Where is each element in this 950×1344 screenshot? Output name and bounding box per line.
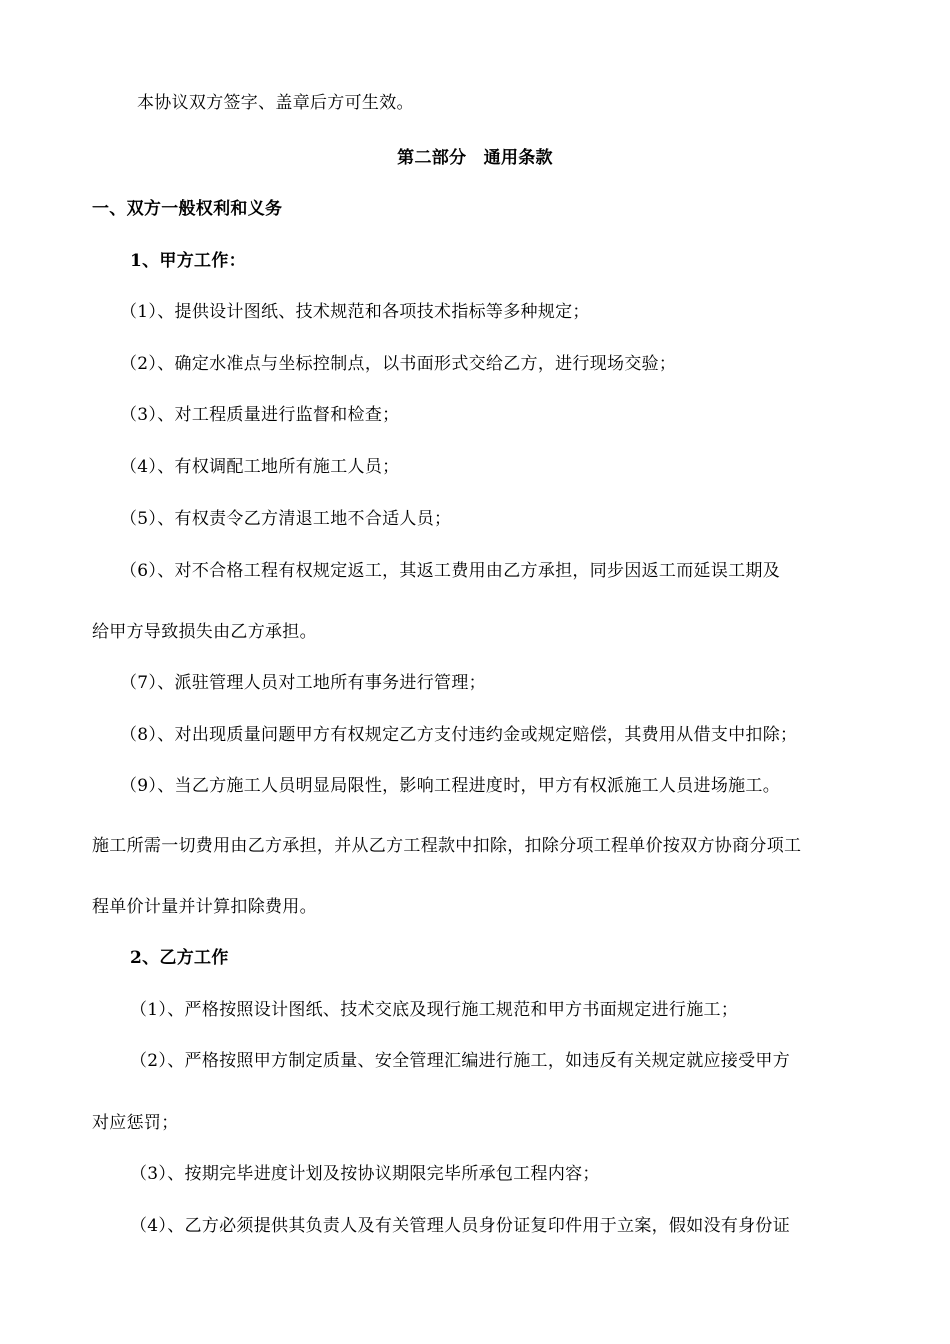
party-a-item-9-line-1: （9）、当乙方施工人员明显局限性，影响工程进度时，甲方有权派施工人员进场施工。 — [120, 776, 781, 796]
intro-paragraph: 本协议双方签字、盖章后方可生效。 — [137, 93, 414, 113]
party-a-item-6-line-2: 给甲方导致损失由乙方承担。 — [92, 622, 317, 642]
party-a-item-1: （1）、提供设计图纸、技术规范和各项技术指标等多种规定； — [120, 302, 590, 322]
party-b-item-3: （3）、按期完毕进度计划及按协议期限完毕所承包工程内容； — [130, 1164, 600, 1184]
party-b-heading: 2、乙方工作 — [130, 948, 229, 968]
section-heading: 一、双方一般权利和义务 — [92, 199, 283, 219]
party-a-item-8: （8）、对出现质量问题甲方有权规定乙方支付违约金或规定赔偿，其费用从借支中扣除； — [120, 725, 798, 745]
party-b-item-1: （1）、严格按照设计图纸、技术交底及现行施工规范和甲方书面规定进行施工； — [130, 1000, 739, 1020]
party-a-item-6-line-1: （6）、对不合格工程有权规定返工，其返工费用由乙方承担，同步因返工而延误工期及 — [120, 561, 781, 581]
party-a-item-9-line-2: 施工所需一切费用由乙方承担，并从乙方工程款中扣除，扣除分项工程单价按双方协商分项工 — [92, 836, 802, 856]
party-a-heading: 1、甲方工作： — [130, 251, 246, 271]
party-a-item-9-line-3: 程单价计量并计算扣除费用。 — [92, 897, 317, 917]
party-a-item-3: （3）、对工程质量进行监督和检查； — [120, 405, 400, 425]
party-b-item-2-line-2: 对应惩罚； — [92, 1113, 179, 1133]
party-a-item-7: （7）、派驻管理人员对工地所有事务进行管理； — [120, 673, 486, 693]
party-a-item-5: （5）、有权责令乙方清退工地不合适人员； — [120, 509, 452, 529]
party-b-item-2-line-1: （2）、严格按照甲方制定质量、安全管理汇编进行施工，如违反有关规定就应接受甲方 — [130, 1051, 791, 1071]
party-a-item-2: （2）、确定水准点与坐标控制点，以书面形式交给乙方，进行现场交验； — [120, 354, 677, 374]
part-title: 第二部分 通用条款 — [397, 148, 553, 168]
party-a-item-4: （4）、有权调配工地所有施工人员； — [120, 457, 400, 477]
party-b-item-4-line-1: （4）、乙方必须提供其负责人及有关管理人员身份证复印件用于立案，假如没有身份证 — [130, 1216, 791, 1236]
